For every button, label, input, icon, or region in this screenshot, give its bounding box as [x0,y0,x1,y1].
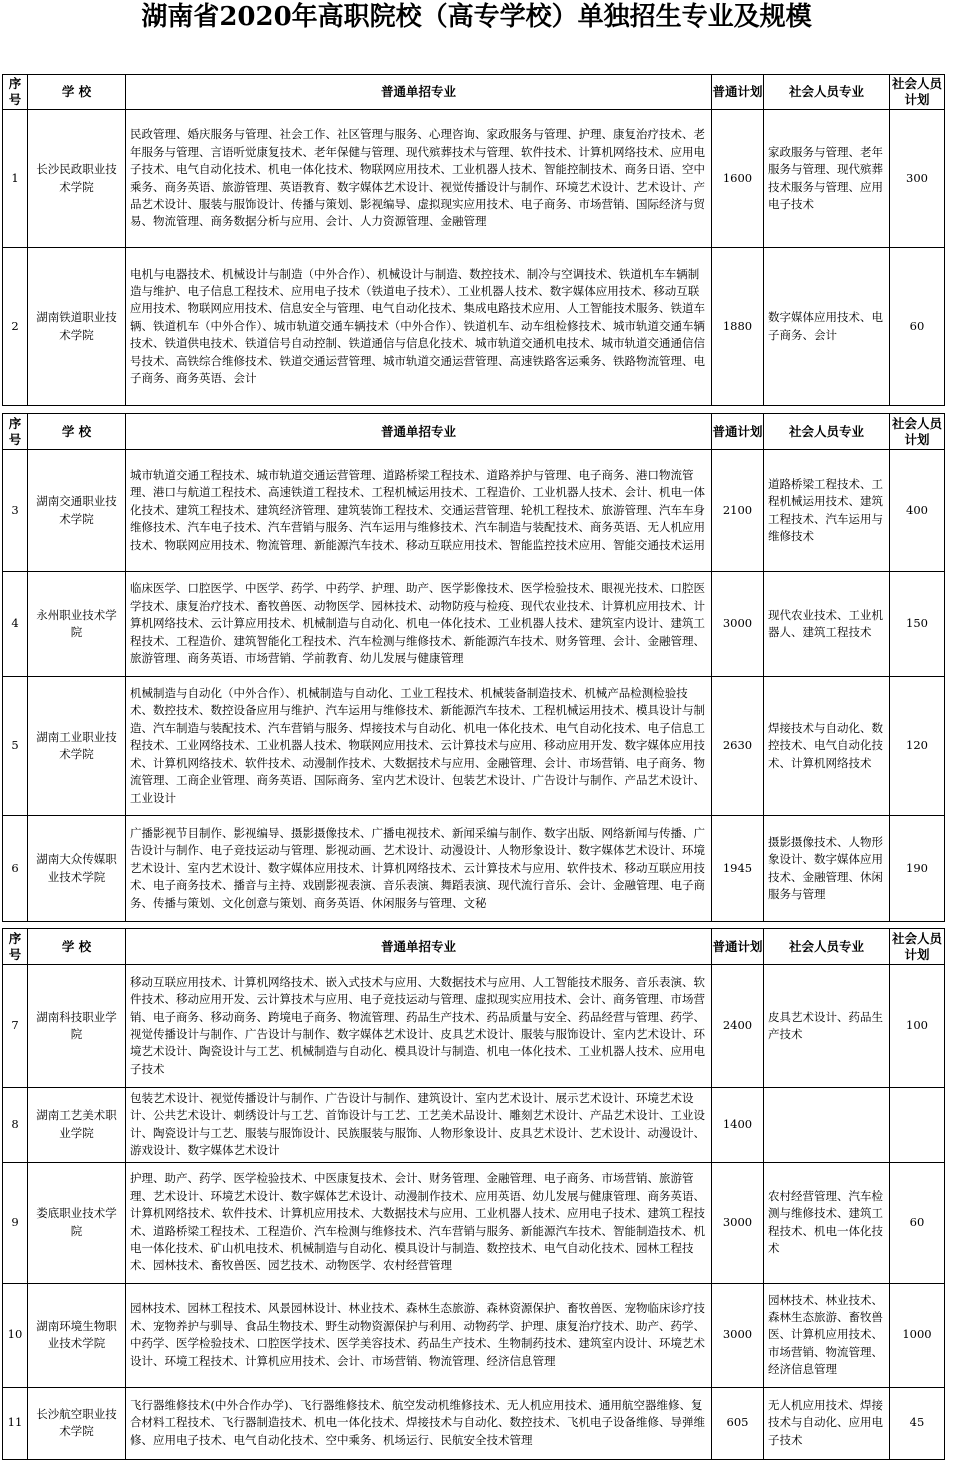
row-no: 5 [3,677,28,816]
admissions-table-page-2 [2,413,945,922]
row-social: 摄影摄像技术、人物形象设计、数字媒体应用技术、金融管理、休闲服务与管理 [764,816,890,922]
row-majors: 城市轨道交通工程技术、城市轨道交通运营管理、道路桥梁工程技术、道路养护与管理、电子商务、港口物流管理、港口与航道工程技术、高速铁道工程技术、工程机械运用技术、工程造价、工业机器人技术、会计、机电一体化技术、建筑工程技术、建筑经济管理、建筑装饰工程技术、交通运营管理、轮机工程技术、旅游管理、汽车车身维修技术、汽车电子技术、汽车营销与服务、汽车运用与维修技术、汽车制造与装配技术、商务英语、无人机应用技术、物联网应用技术、物流管理、新能源汽车技术、移动互联应用技术、智能监控技术应用、智能交通技术运用 [126,450,712,572]
row-no: 6 [3,816,28,922]
row-school: 湖南大众传媒职业技术学院 [28,816,126,922]
row-majors: 移动互联应用技术、计算机网络技术、嵌入式技术与应用、大数据技术与应用、人工智能技术服务、音乐表演、软件技术、移动应用开发、云计算技术与应用、电子竞技运动与管理、虚拟现实应用技术、会计、商务管理、市场营销、电子商务、移动商务、跨境电子商务、物流管理、药品生产技术、药品质量与安全、药品经营与管理、药学、视觉传播设计与制作、广告设计与制作、数字媒体艺术设计、皮具艺术设计、服装与服饰设计、室内艺术设计、环境艺术设计、陶瓷设计与工艺、机械制造与自动化、模具设计与制造、机电一体化技术、工业机器人技术、应用电子技术 [126,965,712,1088]
header-no: 序号 [3,75,28,110]
header-majors: 普通单招专业 [126,929,712,965]
row-majors: 电机与电器技术、机械设计与制造（中外合作）、机械设计与制造、数控技术、制冷与空调技术、铁道机车车辆制造与维护、电子信息工程技术、应用电子技术（铁道电子技术）、工业机器人技术、数字媒体应用技术、移动互联应用技术、物联网应用技术、信息安全与管理、电气自动化技术、集成电路技术应用、人工智能技术服务、铁道车辆、铁道机车（中外合作）、城市轨道交通车辆技术（中外合作）、铁道机车、动车组检修技术、城市轨道交通车辆技术、铁道供电技术、铁道信号自动控制、铁道通信与信息化技术、城市轨道交通机电技术、城市轨道交通通信信号技术、高铁综合维修技术、铁道交通运营管理、城市轨道交通运营管理、高速铁路客运乘务、铁路物流管理、电子商务、商务英语、会计 [126,248,712,406]
row-social-plan: 120 [890,677,945,816]
page-title: 湖南省2020年高职院校（高专学校）单独招生专业及规模 [141,2,812,32]
row-social-plan: 150 [890,572,945,677]
row-plan: 3000 [712,1283,764,1387]
header-social-plan: 社会人员计划 [890,75,945,110]
header-school: 学 校 [28,75,126,110]
row-social-plan: 60 [890,1162,945,1283]
header-social: 社会人员专业 [764,414,890,450]
row-no: 10 [3,1283,28,1387]
header-no: 序号 [3,414,28,450]
row-plan: 3000 [712,1162,764,1283]
header-plan: 普通计划 [712,75,764,110]
admissions-table-page-3 [2,928,945,1460]
table-row [3,110,945,248]
row-school: 湖南铁道职业技术学院 [28,248,126,406]
table-row [3,677,945,816]
row-school: 湖南环境生物职业技术学院 [28,1283,126,1387]
row-plan: 1945 [712,816,764,922]
row-plan: 1880 [712,248,764,406]
row-social-plan: 100 [890,965,945,1088]
header-no: 序号 [3,929,28,965]
table-row [3,450,945,572]
table-row [3,1387,945,1459]
row-majors: 包装艺术设计、视觉传播设计与制作、广告设计与制作、建筑设计、室内艺术设计、展示艺术设计、环境艺术设计、公共艺术设计、刺绣设计与工艺、首饰设计与工艺、工艺美术品设计、雕刻艺术设计、产品艺术设计、工业设计、陶瓷设计与工艺、服装与服饰设计、民族服装与服饰、人物形象设计、皮具艺术设计、艺术设计、动漫设计、游戏设计、数字媒体艺术设计 [126,1088,712,1163]
row-no: 2 [3,248,28,406]
row-majors: 民政管理、婚庆服务与管理、社会工作、社区管理与服务、心理咨询、家政服务与管理、护理、康复治疗技术、老年服务与管理、言语听觉康复技术、老年保健与管理、现代殡葬技术与管理、软件技术、计算机网络技术、应用电子技术、电气自动化技术、机电一体化技术、物联网应用技术、工业机器人技术、智能控制技术、商务日语、空中乘务、商务英语、旅游管理、英语教育、数字媒体艺术设计、视觉传播设计与制作、环境艺术设计、艺术设计、产品艺术设计、服装与服饰设计、传播与策划、影视编导、虚拟现实应用技术、电子商务、市场营销、国际经济与贸易、物流管理、商务数据分析与应用、会计、人力资源管理、金融管理 [126,110,712,248]
row-plan: 2100 [712,450,764,572]
table-header-row [3,929,945,965]
row-social: 焊接技术与自动化、数控技术、电气自动化技术、计算机网络技术 [764,677,890,816]
row-school: 娄底职业技术学院 [28,1162,126,1283]
row-no: 7 [3,965,28,1088]
row-school: 湖南交通职业技术学院 [28,450,126,572]
row-plan: 1600 [712,110,764,248]
row-social: 农村经营管理、汽车检测与维修技术、建筑工程技术、机电一体化技术 [764,1162,890,1283]
header-school: 学 校 [28,414,126,450]
row-school: 湖南工艺美术职业学院 [28,1088,126,1163]
row-social-plan: 45 [890,1387,945,1459]
row-social-plan: 190 [890,816,945,922]
row-social: 无人机应用技术、焊接技术与自动化、应用电子技术 [764,1387,890,1459]
table-row [3,1283,945,1387]
header-plan: 普通计划 [712,414,764,450]
row-social: 道路桥梁工程技术、工程机械运用技术、建筑工程技术、汽车运用与维修技术 [764,450,890,572]
row-no: 9 [3,1162,28,1283]
row-social: 现代农业技术、工业机器人、建筑工程技术 [764,572,890,677]
row-social [764,1088,890,1163]
table-row [3,965,945,1088]
row-no: 3 [3,450,28,572]
table-header-row [3,75,945,110]
row-social: 皮具艺术设计、药品生产技术 [764,965,890,1088]
row-school: 长沙航空职业技术学院 [28,1387,126,1459]
row-school: 永州职业技术学院 [28,572,126,677]
row-no: 1 [3,110,28,248]
row-school: 长沙民政职业技术学院 [28,110,126,248]
table-row [3,816,945,922]
row-social: 数字媒体应用技术、电子商务、会计 [764,248,890,406]
row-plan: 2630 [712,677,764,816]
admissions-table-page-1 [2,74,945,406]
row-school: 湖南工业职业技术学院 [28,677,126,816]
table-row [3,1088,945,1163]
header-social-plan: 社会人员计划 [890,414,945,450]
row-social-plan: 300 [890,110,945,248]
row-majors: 广播影视节目制作、影视编导、摄影摄像技术、广播电视技术、新闻采编与制作、数字出版、网络新闻与传播、广告设计与制作、电子竞技运动与管理、影视动画、艺术设计、动漫设计、人物形象设计、数字媒体艺术设计、环境艺术设计、室内艺术设计、数字媒体应用技术、计算机网络技术、云计算技术与应用、软件技术、移动互联应用技术、电子商务技术、播音与主持、戏剧影视表演、音乐表演、舞蹈表演、现代流行音乐、会计、金融管理、电子商务、传播与策划、文化创意与策划、商务英语、休闲服务与管理、文秘 [126,816,712,922]
row-majors: 机械制造与自动化（中外合作）、机械制造与自动化、工业工程技术、机械装备制造技术、机械产品检测检验技术、数控技术、数控设备应用与维护、汽车运用与维修技术、新能源汽车技术、工程机械运用技术、模具设计与制造、汽车制造与装配技术、汽车营销与服务、焊接技术与自动化、机电一体化技术、电气自动化技术、电子信息工程技术、工业网络技术、工业机器人技术、物联网应用技术、云计算技术与应用、移动应用开发、数字媒体应用技术、计算机网络技术、软件技术、动漫制作技术、大数据技术与应用、金融管理、会计、市场营销、电子商务、物流管理、工商企业管理、商务英语、国际商务、室内艺术设计、包装艺术设计、广告设计与制作、产品艺术设计、工业设计 [126,677,712,816]
row-no: 8 [3,1088,28,1163]
table-row [3,1162,945,1283]
row-school: 湖南科技职业学院 [28,965,126,1088]
row-social-plan: 1000 [890,1283,945,1387]
row-social-plan: 400 [890,450,945,572]
row-majors: 飞行器维修技术(中外合作办学)、飞行器维修技术、航空发动机维修技术、无人机应用技术、通用航空器维修、复合材料工程技术、飞行器制造技术、机电一体化技术、焊接技术与自动化、数控技术、飞机电子设备维修、导弹维修、应用电子技术、电气自动化技术、空中乘务、机场运行、民航安全技术管理 [126,1387,712,1459]
header-plan: 普通计划 [712,929,764,965]
row-plan: 2400 [712,965,764,1088]
row-plan: 605 [712,1387,764,1459]
header-social: 社会人员专业 [764,75,890,110]
row-social-plan: 60 [890,248,945,406]
row-social: 园林技术、林业技术、森林生态旅游、畜牧兽医、计算机应用技术、市场营销、物流管理、经济信息管理 [764,1283,890,1387]
table-row [3,248,945,406]
header-majors: 普通单招专业 [126,414,712,450]
row-plan: 3000 [712,572,764,677]
row-plan: 1400 [712,1088,764,1163]
header-school: 学 校 [28,929,126,965]
row-majors: 临床医学、口腔医学、中医学、药学、中药学、护理、助产、医学影像技术、医学检验技术、眼视光技术、口腔医学技术、康复治疗技术、畜牧兽医、动物医学、园林技术、动物防疫与检疫、现代农业技术、计算机应用技术、计算机网络技术、云计算应用技术、机械制造与自动化、机电一体化技术、工业机器人技术、建筑室内设计、建筑工程技术、工程造价、建筑智能化工程技术、汽车检测与维修技术、新能源汽车技术、财务管理、会计、金融管理、旅游管理、商务英语、市场营销、学前教育、幼儿发展与健康管理 [126,572,712,677]
table-row [3,572,945,677]
header-social-plan: 社会人员计划 [890,929,945,965]
row-social: 家政服务与管理、老年服务与管理、现代殡葬技术服务与管理、应用电子技术 [764,110,890,248]
row-majors: 园林技术、园林工程技术、风景园林设计、林业技术、森林生态旅游、森林资源保护、畜牧兽医、宠物临床诊疗技术、宠物养护与驯导、食品生物技术、野生动物资源保护与利用、动物药学、护理、康复治疗技术、助产、药学、中药学、医学检验技术、口腔医学技术、医学美容技术、药品生产技术、生物制药技术、建筑室内设计、环境艺术设计、环境工程技术、计算机应用技术、会计、市场营销、物流管理、经济信息管理 [126,1283,712,1387]
row-no: 11 [3,1387,28,1459]
row-majors: 护理、助产、药学、医学检验技术、中医康复技术、会计、财务管理、金融管理、电子商务、市场营销、旅游管理、艺术设计、环境艺术设计、数字媒体艺术设计、动漫制作技术、应用英语、幼儿发展与健康管理、商务英语、计算机网络技术、软件技术、计算机应用技术、大数据技术与应用、工业机器人技术、应用电子技术、建筑工程技术、道路桥梁工程技术、工程造价、汽车检测与维修技术、汽车营销与服务、新能源汽车技术、智能制造技术、机电一体化技术、矿山机电技术、机械制造与自动化、模具设计与制造、数控技术、电气自动化技术、园林工程技术、园林技术、畜牧兽医、园艺技术、动物医学、农村经营管理 [126,1162,712,1283]
row-social-plan [890,1088,945,1163]
table-header-row [3,414,945,450]
row-no: 4 [3,572,28,677]
header-majors: 普通单招专业 [126,75,712,110]
header-social: 社会人员专业 [764,929,890,965]
